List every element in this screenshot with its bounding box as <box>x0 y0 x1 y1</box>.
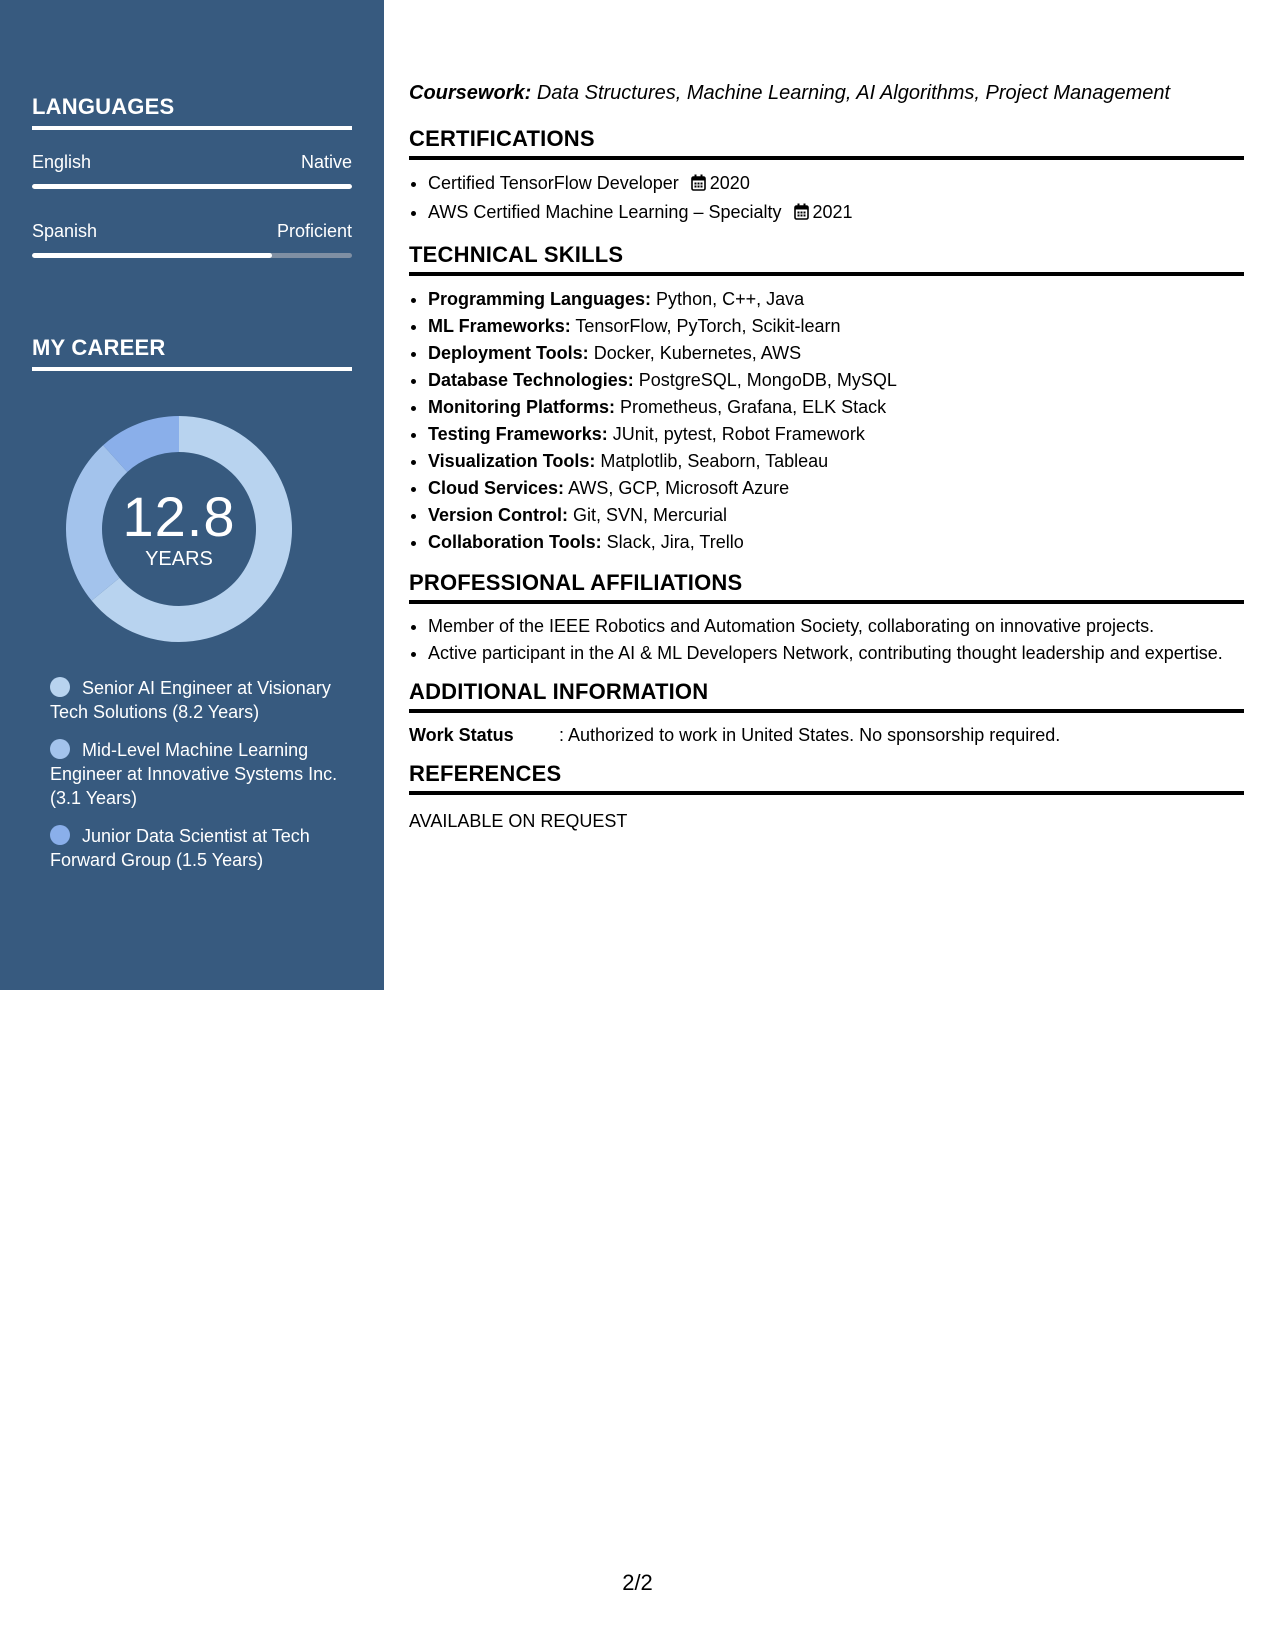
skill-item <box>428 421 1244 448</box>
skill-label: Testing Frameworks: <box>428 424 608 444</box>
skill-value: Prometheus, Grafana, ELK Stack <box>620 397 887 417</box>
skill-item <box>428 448 1244 475</box>
certification-year: 2020 <box>709 173 750 193</box>
coursework-label: Coursework: <box>409 82 532 104</box>
work-status-row <box>409 723 1244 747</box>
skill-label: Database Technologies: <box>428 370 634 390</box>
language-bar-fill <box>32 184 352 189</box>
work-status-value: : Authorized to work in United States. No sponsorship required. <box>559 725 1061 745</box>
language-row-spanish <box>32 221 352 242</box>
skill-item <box>428 529 1244 556</box>
technical-skills-heading: TECHNICAL SKILLS <box>409 242 1244 276</box>
skill-item <box>428 340 1244 367</box>
affiliation-item: • Active participant in the AI & ML Developers Network, contributing thought leadership and expertise. <box>428 641 1244 665</box>
languages-heading: LANGUAGES <box>32 94 352 130</box>
skill-item <box>428 394 1244 421</box>
career-dot-icon <box>50 739 70 759</box>
skill-item <box>428 475 1244 502</box>
career-donut-center <box>66 416 292 642</box>
certifications-heading: CERTIFICATIONS <box>409 126 1244 160</box>
career-donut-chart <box>66 416 292 642</box>
coursework <box>409 80 1244 106</box>
certification-item <box>428 199 1244 228</box>
skill-label: Collaboration Tools: <box>428 532 602 552</box>
skill-item <box>428 502 1244 529</box>
career-total-unit: YEARS <box>145 547 213 570</box>
references-text: AVAILABLE ON REQUEST <box>409 811 628 831</box>
career-item <box>50 738 340 810</box>
skill-label: Deployment Tools: <box>428 343 589 363</box>
affiliations-heading: PROFESSIONAL AFFILIATIONS <box>409 570 1244 604</box>
skill-value: Git, SVN, Mercurial <box>573 505 728 525</box>
language-bar-english <box>32 184 352 189</box>
language-name: English <box>32 152 92 172</box>
additional-info-heading: ADDITIONAL INFORMATION <box>409 679 1244 713</box>
technical-skills-list <box>409 286 1244 556</box>
skill-label: Programming Languages: <box>428 289 652 309</box>
calendar-icon <box>794 201 809 228</box>
skill-item <box>428 286 1244 313</box>
career-item <box>50 824 340 872</box>
language-level: Proficient <box>276 221 352 241</box>
skill-value: TensorFlow, PyTorch, Scikit-learn <box>575 316 841 336</box>
certification-name: Certified TensorFlow Developer <box>428 173 679 193</box>
language-level: Native <box>300 152 352 172</box>
skill-value: Slack, Jira, Trello <box>606 532 744 552</box>
skill-label: Version Control: <box>428 505 569 525</box>
references-heading: REFERENCES <box>409 761 1244 795</box>
page-number: 2/2 <box>622 1570 653 1595</box>
career-item-text: Senior AI Engineer at Visionary Tech Solutions (8.2 Years) <box>50 678 331 722</box>
skill-item <box>428 313 1244 340</box>
language-name: Spanish <box>32 221 98 241</box>
language-row-english <box>32 152 352 173</box>
certification-name: AWS Certified Machine Learning – Specialty <box>428 202 782 222</box>
references-section <box>409 761 1244 833</box>
affiliations-list <box>409 614 1244 665</box>
affiliation-item: • Member of the IEEE Robotics and Automation Society, collaborating on innovative projects. <box>428 614 1244 638</box>
language-bar-fill <box>32 253 272 258</box>
sidebar <box>0 0 384 990</box>
career-heading: MY CAREER <box>32 335 352 371</box>
career-list <box>50 676 340 886</box>
work-status-label: Work Status <box>409 725 514 745</box>
skill-label: ML Frameworks: <box>428 316 571 336</box>
affiliations-section <box>409 570 1244 665</box>
additional-info-section <box>409 679 1244 747</box>
main-content <box>409 80 1244 847</box>
skill-value: JUnit, pytest, Robot Framework <box>612 424 865 444</box>
career-dot-icon <box>50 677 70 697</box>
career-item-text: Mid-Level Machine Learning Engineer at Innovative Systems Inc. (3.1 Years) <box>50 740 338 808</box>
coursework-text: Data Structures, Machine Learning, AI Algorithms, Project Management <box>536 82 1171 104</box>
skill-value: Python, C++, Java <box>656 289 805 309</box>
certification-year: 2021 <box>812 202 853 222</box>
certification-item <box>428 170 1244 199</box>
career-dot-icon <box>50 825 70 845</box>
skill-value: AWS, GCP, Microsoft Azure <box>568 478 790 498</box>
calendar-icon <box>691 172 706 199</box>
career-total-years: 12.8 <box>122 484 236 548</box>
certifications-list <box>409 170 1244 228</box>
skill-label: Monitoring Platforms: <box>428 397 615 417</box>
skill-value: Matplotlib, Seaborn, Tableau <box>600 451 829 471</box>
skill-label: Cloud Services: <box>428 478 565 498</box>
skill-label: Visualization Tools: <box>428 451 596 471</box>
certifications-section <box>409 126 1244 228</box>
career-item <box>50 676 340 724</box>
language-bar-spanish <box>32 253 352 258</box>
technical-skills-section <box>409 242 1244 556</box>
career-item-text: Junior Data Scientist at Tech Forward Group (1.5 Years) <box>50 826 310 870</box>
skill-value: Docker, Kubernetes, AWS <box>593 343 802 363</box>
skill-item <box>428 367 1244 394</box>
skill-value: PostgreSQL, MongoDB, MySQL <box>638 370 897 390</box>
